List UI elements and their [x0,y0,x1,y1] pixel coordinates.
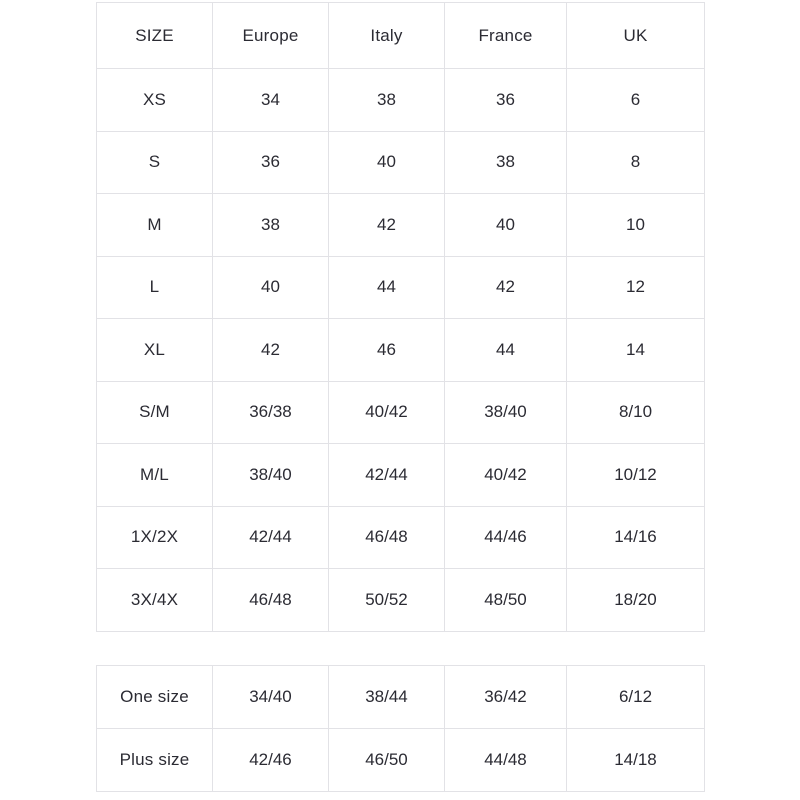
cell-france: 48/50 [445,569,567,632]
cell-france: 40 [445,194,567,257]
column-header-size: SIZE [97,3,213,69]
cell-europe: 34 [213,69,329,132]
row-label: L [97,256,213,319]
cell-france: 42 [445,256,567,319]
table-row [97,506,705,569]
cell-uk: 10 [567,194,705,257]
row-label: Plus size [97,728,213,791]
row-label: S/M [97,381,213,444]
cell-europe: 38 [213,194,329,257]
table-row [97,569,705,632]
table-row [97,131,705,194]
cell-uk: 14/16 [567,506,705,569]
cell-europe: 42/46 [213,728,329,791]
table-row [97,728,705,791]
table-spacer [96,632,704,665]
table-row [97,444,705,507]
cell-france: 44/46 [445,506,567,569]
cell-uk: 12 [567,256,705,319]
cell-france: 36 [445,69,567,132]
row-label: One size [97,665,213,728]
column-header-uk: UK [567,3,705,69]
row-label: 1X/2X [97,506,213,569]
cell-italy: 40 [329,131,445,194]
cell-france: 38 [445,131,567,194]
table-row [97,256,705,319]
cell-italy: 46/50 [329,728,445,791]
cell-europe: 34/40 [213,665,329,728]
cell-france: 44/48 [445,728,567,791]
cell-italy: 38/44 [329,665,445,728]
cell-uk: 6/12 [567,665,705,728]
cell-uk: 14/18 [567,728,705,791]
cell-italy: 50/52 [329,569,445,632]
cell-uk: 14 [567,319,705,382]
cell-uk: 8/10 [567,381,705,444]
row-label: XS [97,69,213,132]
table-row [97,319,705,382]
cell-france: 44 [445,319,567,382]
cell-uk: 10/12 [567,444,705,507]
table-header-row [97,3,705,69]
row-label: M/L [97,444,213,507]
row-label: 3X/4X [97,569,213,632]
cell-europe: 36 [213,131,329,194]
cell-europe: 40 [213,256,329,319]
table-row [97,381,705,444]
cell-italy: 40/42 [329,381,445,444]
cell-europe: 42 [213,319,329,382]
cell-france: 40/42 [445,444,567,507]
table-row [97,69,705,132]
size-conversion-table [96,2,705,632]
column-header-france: France [445,3,567,69]
row-label: S [97,131,213,194]
cell-italy: 42/44 [329,444,445,507]
cell-italy: 44 [329,256,445,319]
cell-uk: 8 [567,131,705,194]
cell-france: 38/40 [445,381,567,444]
column-header-europe: Europe [213,3,329,69]
row-label: XL [97,319,213,382]
cell-france: 36/42 [445,665,567,728]
cell-italy: 42 [329,194,445,257]
cell-uk: 18/20 [567,569,705,632]
cell-italy: 46 [329,319,445,382]
table-row [97,194,705,257]
cell-europe: 38/40 [213,444,329,507]
table-row [97,665,705,728]
row-label: M [97,194,213,257]
cell-europe: 36/38 [213,381,329,444]
cell-uk: 6 [567,69,705,132]
cell-europe: 42/44 [213,506,329,569]
special-sizes-table [96,665,705,792]
cell-italy: 46/48 [329,506,445,569]
column-header-italy: Italy [329,3,445,69]
cell-italy: 38 [329,69,445,132]
cell-europe: 46/48 [213,569,329,632]
